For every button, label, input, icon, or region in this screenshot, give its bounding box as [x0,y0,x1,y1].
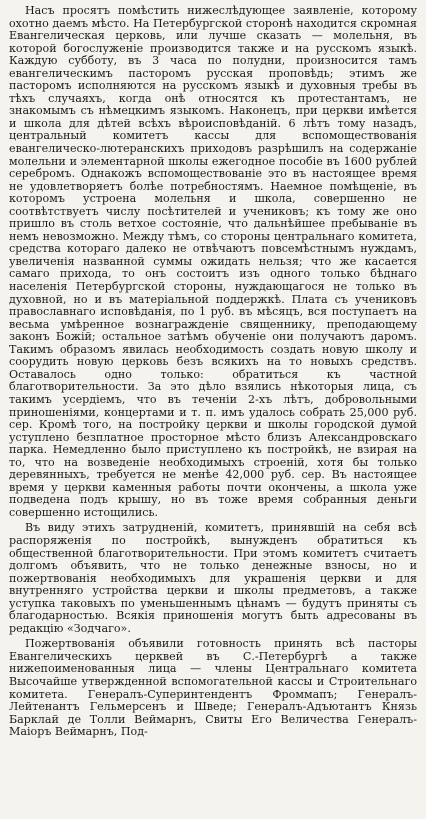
paragraph-appeal: Въ виду этихъ затрудненій, комитетъ, принявшій на себя всѣ распоряженія по постройкѣ, вынужденъ обратиться къ общественной благотворительности. При этомъ комитетъ считаетъ долгомъ объявить, что не только денежные взносы, но и пожертвованія необходимыхъ для украшенія церкви и для внутренняго устройства церкви и школы предметовъ, а также уступка таковыхъ по уменьшеннымъ цѣнамъ — будутъ приняты съ благодарностью. Всякія приношенія могутъ быть адресованы въ редакцію «Зодчаго». [9,521,417,635]
paragraph-donation-contacts: Пожертвованія объявили готовность принять всѣ пасторы Евангелическихъ церквей въ С.-Петербургѣ а также нижепоименованныя лица — члены Центральнаго комитета Высочайше утвержденной вспомогательной кассы и Строительнаго комитета. Генералъ-Суперинтендентъ Фроммапъ; Генералъ-Лейтенантъ Гельмерсенъ и Шведе; Генералъ-Адъютантъ Князь Барклай де Толли Веймарнъ, Свиты Его Величества Генералъ-Маіоръ Веймарнъ, Под- [9,637,417,739]
paragraph-church-description: Насъ просятъ помѣстить нижеслѣдующее заявленіе, которому охотно даемъ мѣсто. На Петербургской сторонѣ находится скромная Евангелическая церковь, или лучше сказать — молельня, въ которой богослуженіе производится также и на русскомъ языкѣ. Каждую субботу, въ 3 часа по полудни, произносится тамъ евангелическимъ пасторомъ русская проповѣдь; этимъ же пасторомъ исполняются на русскомъ языкѣ и духовныя требы въ тѣхъ случаяхъ, когда онѣ относятся къ протестантамъ, не знакомымъ съ нѣмецкимъ языкомъ. Наконецъ, при церкви имѣется и школа для дѣтей всѣхъ вѣроисповѣданій. 6 лѣтъ тому назадъ, центральный комитетъ кассы для вспомоществованія евангелическо-лютеранскихъ приходовъ разрѣшилъ на содержаніе молельни и элементарной школы ежегодное пособіе въ 1600 рублей серебромъ. Однакожъ вспомоществованіе это въ настоящее время не удовлетворяетъ болѣе потребностямъ. Наемное помѣщеніе, въ которомъ устроена молельня и школа, совершенно не соотвѣтствуетъ числу посѣтителей и учениковъ; къ тому же оно пришло въ столь ветхое состояніе, что дальнѣйшее пребываніе въ немъ невозможно. Между тѣмъ, со стороны центральнаго комитета, средства котораго далеко не отвѣчаютъ повсемѣстнымъ нуждамъ, увеличенія названной суммы ожидать нельзя; что же касается самаго прихода, то онъ состоитъ изъ одного только бѣднаго населенія Петербургской стороны, нуждающагося не только въ духовной, но и въ матеріальной поддержкѣ. Плата съ учениковъ православнаго исповѣданія, по 1 руб. въ мѣсяцъ, вся поступаетъ на весьма умѣренное вознагражденіе священнику, преподающему законъ Божій; остальное затѣмъ обученіе они получаютъ даромъ. Такимъ образомъ явилась необходимость создать новую школу и соорудить новую церковь безъ всякихъ на то новыхъ средствъ. Оставалось одно только: обратиться къ частной благотворительности. За это дѣло взялись нѣкоторыя лица, съ такимъ усердіемъ, что въ теченіи 2-хъ лѣтъ, добровольными приношеніями, концертами и т. п. имъ удалось собрать 25,000 руб. сер. Кромѣ того, на постройку церкви и школы городской думой уступлено безплатное просторное мѣсто близъ Александровскаго парка. Немедленно было приступлено къ постройкѣ, не взирая на то, что на возведеніе необходимыхъ строеній, хотя бы только деревянныхъ, требуется не менѣе 42,000 руб. сер. Въ настоящее время у церкви каменныя работы почти окончены, а школа уже подведена подъ крышу, но въ тоже время собранныя деньги совершенно истощились. [9,4,417,519]
